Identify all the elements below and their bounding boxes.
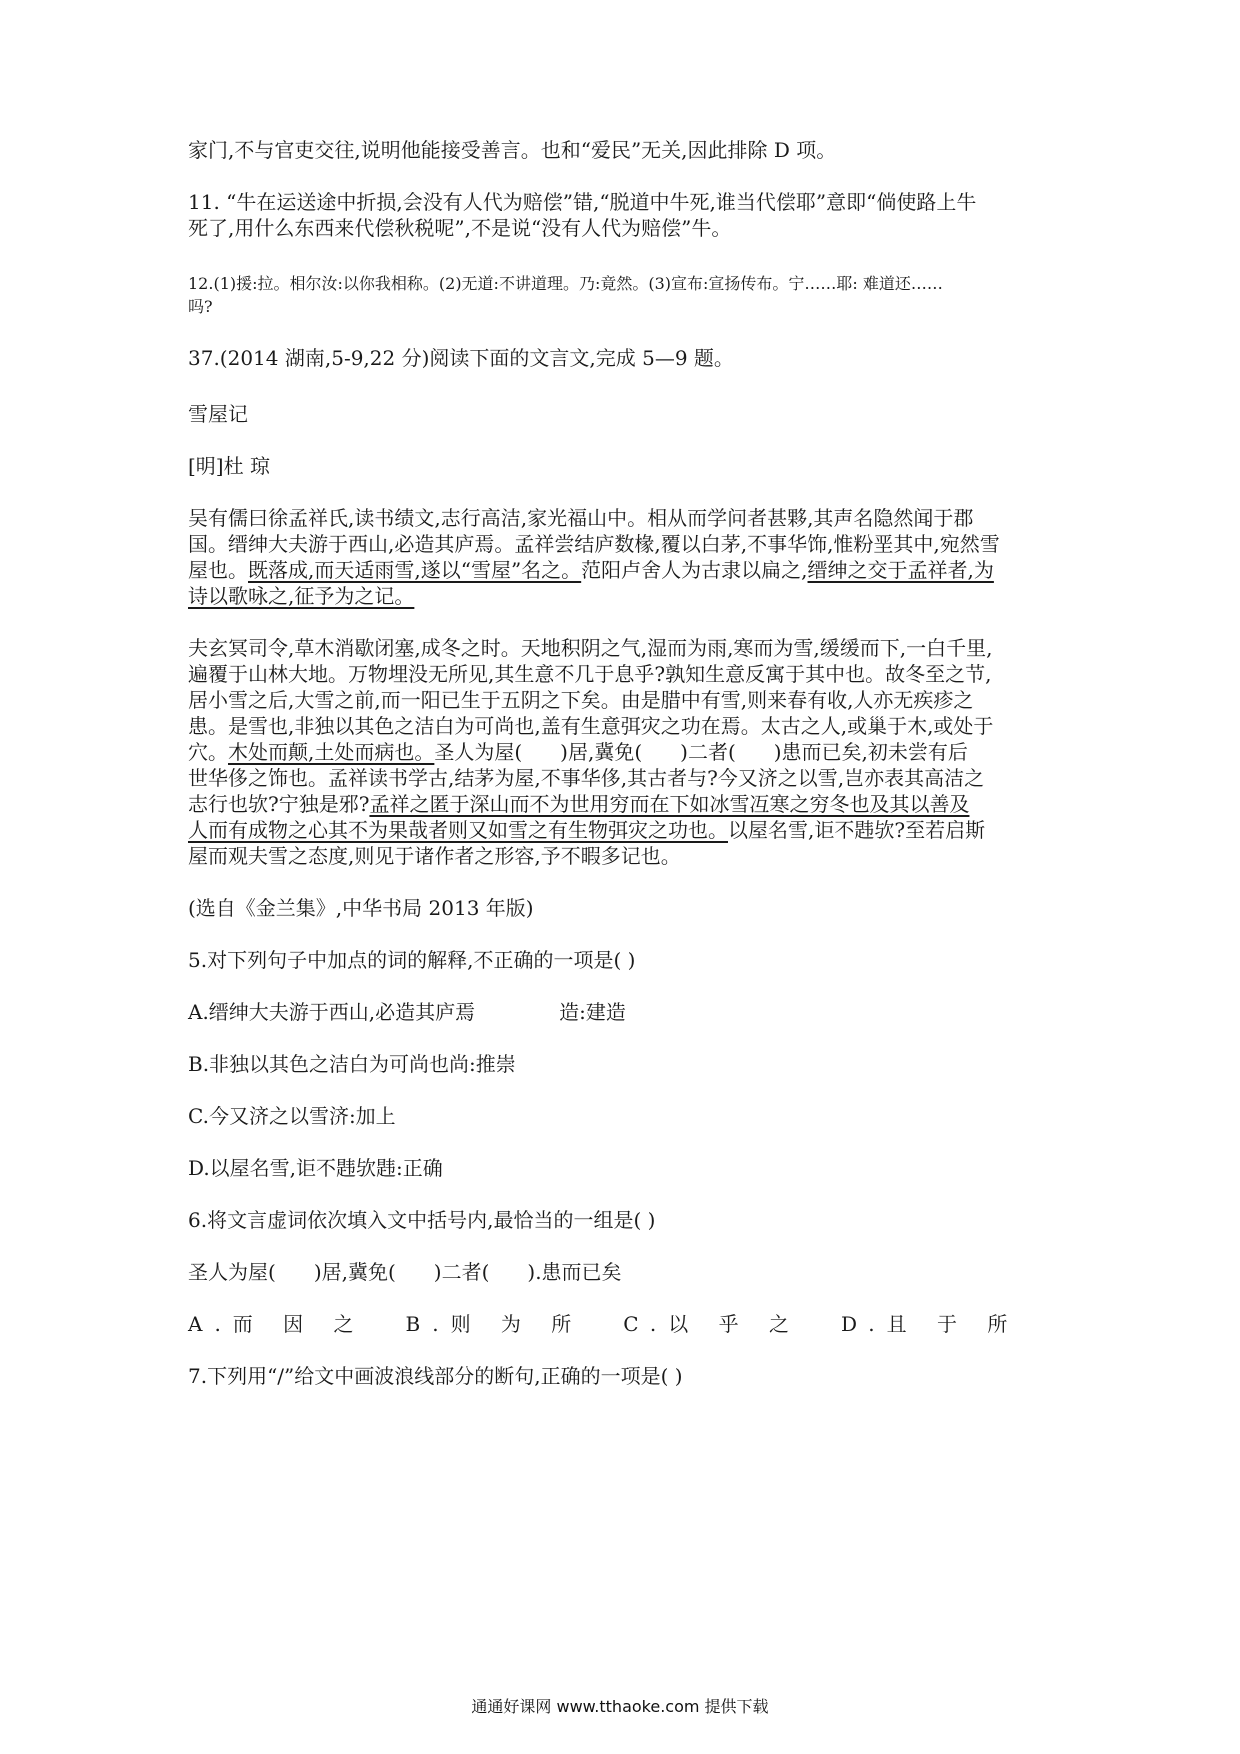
para2-line: 屋而观夫雪之态度,则见于诸作者之形容,予不暇多记也。	[188, 844, 681, 868]
para2-line: 人而有成物之心其不为果哉者则又如雪之有生物弭灾之功也。以屋名雪,讵不韪欤?至若启斯	[188, 818, 986, 842]
answer-12-line1: 12.(1)援:拉。相尔汝:以你我相称。(2)无道:不讲道理。乃:竟然。(3)宣布:宣扬传布。宁……耶: 难道还……	[188, 274, 943, 293]
question-7: 7.下列用“/”给文中画波浪线部分的断句,正确的一项是( )	[188, 1364, 683, 1388]
wavy-underlined-passage: 孟祥之匿于深山而不为世用穷而在下如冰雪冱寒之穷冬也及其以善及	[369, 792, 970, 816]
para2-line: 遍覆于山林大地。万物埋没无所见,其生意不几于息乎?孰知生意反寓于其中也。故冬至之节,	[188, 662, 992, 686]
para2-line: 夫玄冥司令,草木消歇闭塞,成冬之时。天地积阴之气,湿而为雨,寒而为雪,缓缓而下,一白千里,	[188, 636, 993, 660]
passage-author: [明]杜 琼	[188, 454, 270, 478]
answer-12-line2: 吗?	[188, 297, 213, 316]
q5-option-b: B.非独以其色之洁白为可尚也尚:推崇	[188, 1052, 516, 1076]
para2-line: 患。是雪也,非独以其色之洁白为可尚也,盖有生意弭灾之功在焉。太古之人,或巢于木,或处于	[188, 714, 994, 738]
underlined-sentence: 诗以歌咏之,征予为之记。	[188, 584, 415, 608]
q6-sentence: 圣人为屋( )居,冀免( )二者( ).患而已矣	[188, 1260, 622, 1284]
para1-line: 屋也。既落成,而天适雨雪,遂以“雪屋”名之。范阳卢舍人为古隶以扁之,缙绅之交于孟祥者,为	[188, 558, 994, 582]
para2-line: 居小雪之后,大雪之前,而一阳已生于五阴之下矣。由是腊中有雪,则来春有收,人亦无疾疹之	[188, 688, 974, 712]
answer-11-line1: 11. “牛在运送途中折损,会没有人代为赔偿”错,“脱道中牛死,谁当代偿耶”意即“倘使路上牛	[188, 190, 977, 214]
q5-option-d: D.以屋名雪,讵不韪欤韪:正确	[188, 1156, 443, 1180]
para2-line: 志行也欤?宁独是邪?孟祥之匿于深山而不为世用穷而在下如冰雪冱寒之穷冬也及其以善及	[188, 792, 970, 816]
page-footer: 通通好课网 www.tthaoke.com 提供下载	[471, 1697, 769, 1716]
para2-line: 世华侈之饰也。孟祥读书学古,结茅为屋,不事华侈,其古者与?今又济之以雪,岂亦表其高洁之	[188, 766, 985, 790]
underlined-sentence: 缙绅之交于孟祥者,为	[807, 558, 994, 582]
source-citation: (选自《金兰集》,中华书局 2013 年版)	[188, 896, 534, 920]
underlined-sentence: 既落成,而天适雨雪,遂以“雪屋”名之。	[248, 558, 582, 582]
q6-option-b: B.则 为 所	[405, 1312, 584, 1336]
q5-option-c: C.今又济之以雪济:加上	[188, 1104, 396, 1128]
para1-line: 国。缙绅大夫游于西山,必造其庐焉。孟祥尝结庐数椽,覆以白茅,不事华饰,惟粉垩其中,宛然雪	[188, 532, 1000, 556]
q6-options	[188, 1308, 1068, 1341]
q5-option-a: A.缙绅大夫游于西山,必造其庐焉 造:建造	[188, 1000, 626, 1024]
underlined-sentence: 木处而颠,土处而病也。	[228, 740, 435, 764]
question-6: 6.将文言虚词依次填入文中括号内,最恰当的一组是( )	[188, 1208, 656, 1232]
para1-line: 吴有儒曰徐孟祥氏,读书绩文,志行高洁,家光福山中。相从而学问者甚夥,其声名隐然闻于郡	[188, 506, 974, 530]
para1-line	[188, 580, 1068, 613]
q6-option-d: D.且 于 所	[840, 1312, 1020, 1336]
para2-line: 穴。木处而颠,土处而病也。圣人为屋( )居,冀免( )二者( )患而已矣,初未尝有后	[188, 740, 968, 764]
q6-option-a: A.而 因 之	[188, 1312, 366, 1336]
question-37-heading: 37.(2014 湖南,5-9,22 分)阅读下面的文言文,完成 5—9 题。	[188, 346, 734, 370]
passage-title: 雪屋记	[188, 402, 248, 426]
text-line: 家门,不与官吏交往,说明他能接受善言。也和“爱民”无关,因此排除 D 项。	[188, 138, 837, 162]
answer-11-line2: 死了,用什么东西来代偿秋税呢”,不是说“没有人代为赔偿”牛。	[188, 216, 732, 240]
question-5: 5.对下列句子中加点的词的解释,不正确的一项是( )	[188, 948, 636, 972]
wavy-underlined-passage: 人而有成物之心其不为果哉者则又如雪之有生物弭灾之功也。	[188, 818, 728, 842]
q6-option-c: C.以 乎 之	[623, 1312, 801, 1336]
